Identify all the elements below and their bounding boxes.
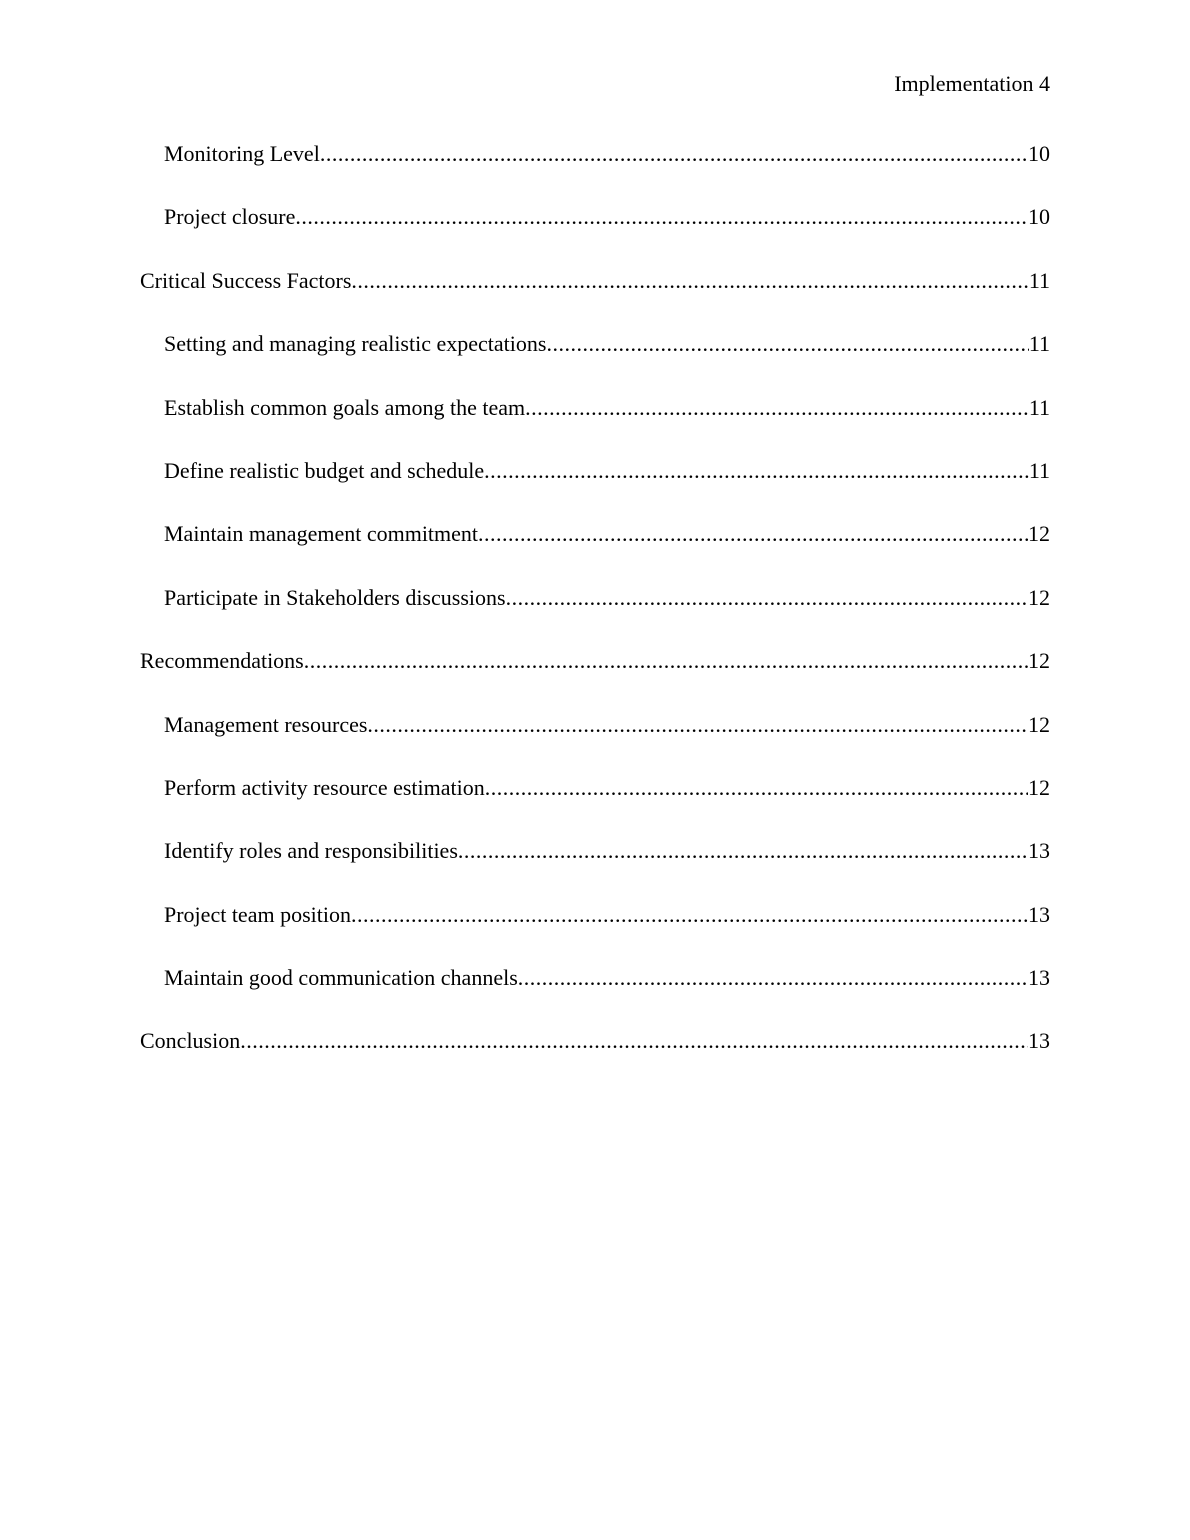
toc-dot-leader: [478, 520, 1028, 548]
toc-entry-title: Project closure: [164, 204, 296, 230]
toc-dot-leader: [506, 584, 1028, 612]
toc-entry-title: Recommendations: [140, 648, 304, 674]
toc-entry[interactable]: [140, 837, 1050, 900]
toc-entry-page: 11: [1028, 394, 1050, 420]
toc-entry-title: Monitoring Level: [164, 141, 320, 166]
toc-dot-leader: [351, 901, 1028, 929]
toc-entry[interactable]: [140, 584, 1050, 647]
toc-entry-page: 12: [1028, 584, 1050, 610]
toc-entry-page: 11: [1028, 457, 1050, 483]
toc-entry[interactable]: [140, 330, 1050, 393]
toc-entry[interactable]: [140, 647, 1050, 710]
running-head: Implementation 4: [894, 71, 1050, 96]
toc-dot-leader: [304, 647, 1028, 675]
toc-entry-title: Establish common goals among the team: [164, 394, 526, 420]
toc-entry-page: 10: [1028, 204, 1050, 230]
toc-entry[interactable]: [140, 520, 1050, 583]
toc-entry[interactable]: [140, 964, 1050, 1027]
toc-entry[interactable]: [140, 394, 1050, 457]
toc-entry-title: Conclusion: [140, 1028, 241, 1054]
toc-dot-leader: [518, 964, 1028, 992]
toc-entry[interactable]: [140, 267, 1050, 330]
toc-entry-page: 13: [1028, 901, 1050, 927]
toc-entry[interactable]: [140, 1027, 1050, 1090]
toc-dot-leader: [484, 457, 1029, 485]
toc-dot-leader: [485, 774, 1028, 802]
toc-entry[interactable]: [140, 774, 1050, 837]
toc-entry-page: 12: [1028, 711, 1050, 737]
toc-entry-title: Project team position: [164, 901, 351, 927]
toc-entry-title: Maintain good communication channels: [164, 965, 518, 991]
toc-dot-leader: [240, 1027, 1028, 1055]
toc-entry-page: 11: [1028, 331, 1050, 357]
toc-entry-page: 13: [1028, 1028, 1050, 1054]
toc-entry-page: 12: [1028, 521, 1050, 547]
toc-entry-title: Participate in Stakeholders discussions: [164, 584, 506, 610]
toc-dot-leader: [367, 711, 1028, 739]
toc-dot-leader: [458, 837, 1028, 865]
toc-dot-leader: [320, 140, 1028, 168]
toc-entry-title: Identify roles and responsibilities: [164, 838, 458, 864]
toc-entry[interactable]: [140, 457, 1050, 520]
toc-entry-page: 13: [1028, 838, 1050, 864]
toc-entry[interactable]: [140, 711, 1050, 774]
toc-entry-page: 12: [1028, 774, 1050, 800]
toc-entry-title: Define realistic budget and schedule: [164, 457, 485, 483]
toc-entry-page: 11: [1028, 267, 1050, 293]
toc-dot-leader: [546, 330, 1028, 358]
toc-entry-title: Setting and managing realistic expectations: [164, 331, 547, 357]
toc-dot-leader: [295, 203, 1028, 231]
toc-entry-title: Maintain management commitment: [164, 521, 479, 547]
toc-entry-title: Critical Success Factors: [140, 267, 352, 293]
toc-entry-page: 12: [1028, 648, 1050, 674]
toc-entry-page: 10: [1028, 141, 1050, 166]
table-of-contents: [140, 140, 1050, 1091]
toc-dot-leader: [351, 267, 1028, 295]
toc-entry-page: 13: [1028, 965, 1050, 991]
toc-entry-title: Management resources: [164, 711, 368, 737]
toc-entry[interactable]: [140, 140, 1050, 203]
toc-dot-leader: [525, 394, 1029, 422]
toc-entry[interactable]: [140, 203, 1050, 266]
toc-entry[interactable]: [140, 901, 1050, 964]
toc-entry-title: Perform activity resource estimation: [164, 774, 485, 800]
